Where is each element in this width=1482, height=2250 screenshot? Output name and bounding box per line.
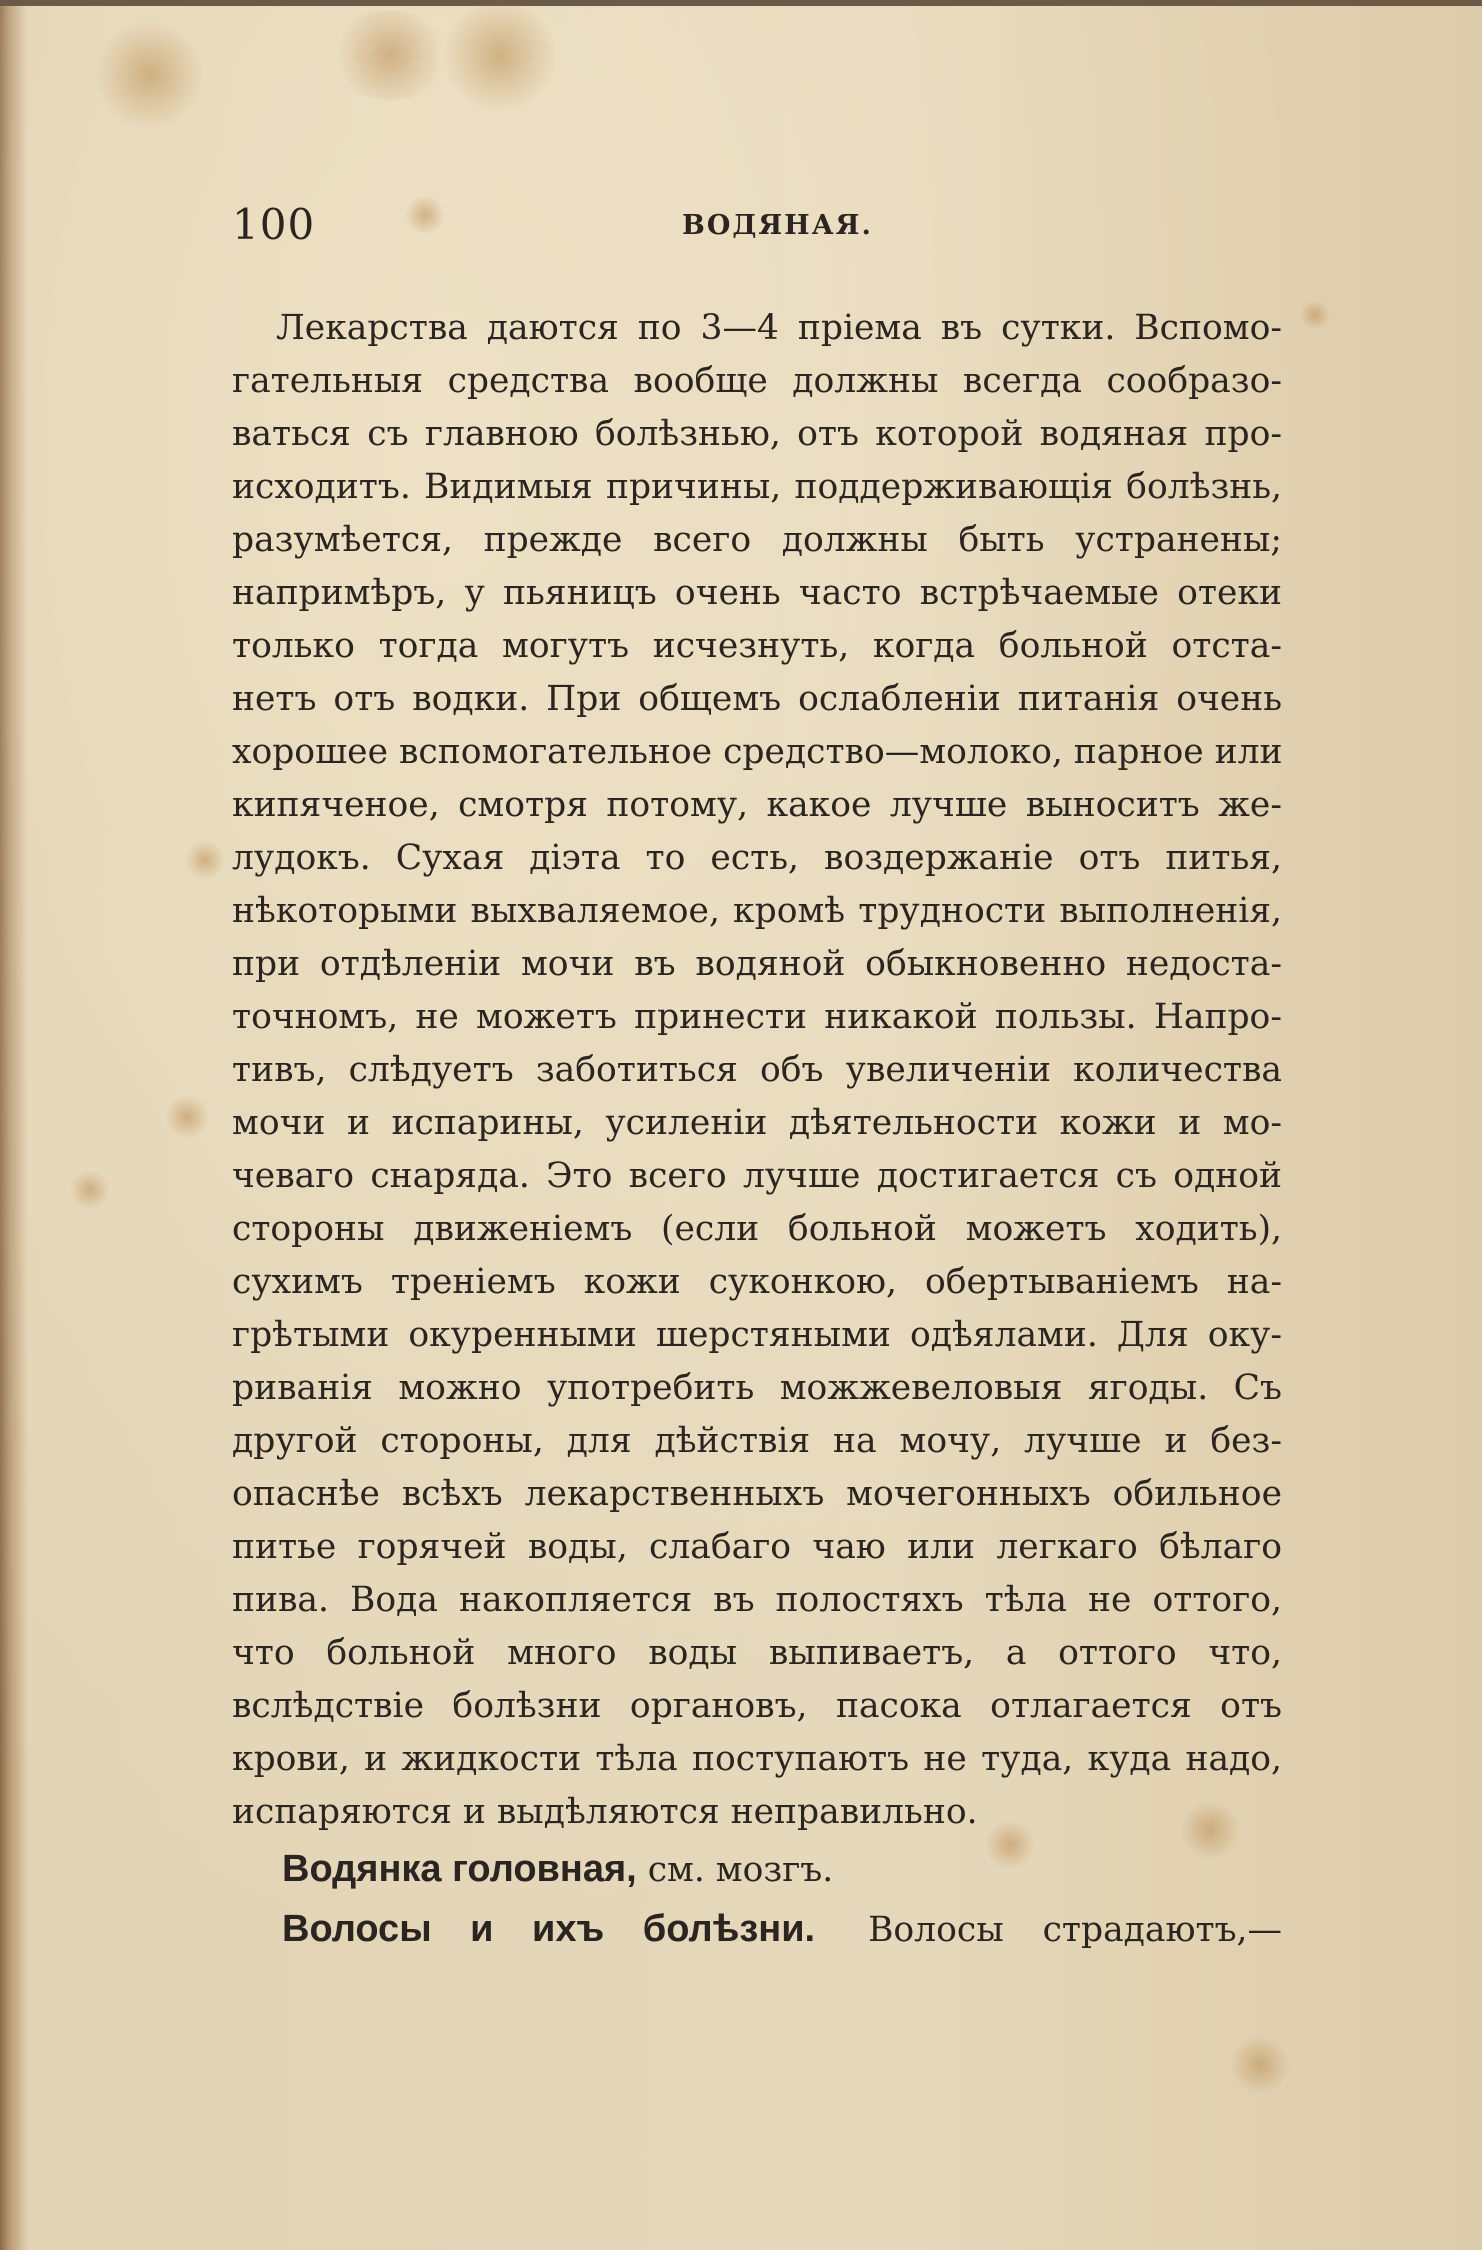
text-line: чеваго снаряда. Это всего лучше достигается съ одной	[232, 1156, 1282, 1196]
text-line: нетъ отъ водки. При общемъ ослабленіи питанія очень	[232, 679, 1282, 719]
foxing-stain	[70, 1170, 110, 1210]
text-line: точномъ, не можетъ принести никакой пользы. Напро-	[232, 997, 1282, 1037]
foxing-stain	[1230, 2035, 1290, 2095]
text-line: стороны движеніемъ (если больной можетъ ходить),	[232, 1209, 1282, 1249]
text-line: другой стороны, для дѣйствія на мочу, лучше и без-	[232, 1421, 1282, 1461]
text-line: нѣкоторыми выхваляемое, кромѣ трудности выполненія,	[232, 891, 1282, 931]
section-title: ВОДЯНАЯ.	[682, 210, 873, 241]
text-line: Лекарства даются по 3—4 пріема въ сутки. Вспомо-	[276, 308, 1282, 348]
text-line: опаснѣе всѣхъ лекарственныхъ мочегонныхъ обильное	[232, 1474, 1282, 1514]
page-number: 100	[232, 200, 316, 249]
text-line: кипяченое, смотря потому, какое лучше выноситъ же-	[232, 785, 1282, 825]
text-line: только тогда могутъ исчезнуть, когда больной отста-	[232, 626, 1282, 666]
dictionary-entry	[232, 1899, 1282, 1959]
entry-text: см. мозгъ.	[647, 1850, 834, 1890]
text-line: при отдѣленіи мочи въ водяной обыкновенно недоста-	[232, 944, 1282, 984]
foxing-stain	[1300, 300, 1330, 330]
text-line: вслѣдствіе болѣзни органовъ, пасока отлагается отъ	[232, 1686, 1282, 1726]
entry-text: Волосы страдаютъ,—	[868, 1910, 1282, 1950]
text-line: хорошее вспомогательное средство—молоко, парное или	[232, 732, 1283, 772]
text-line: разумѣется, прежде всего должны быть устранены;	[232, 520, 1282, 560]
text-line: сухимъ треніемъ кожи суконкою, обертываніемъ на-	[232, 1262, 1282, 1302]
body-text	[232, 302, 1282, 1959]
text-line: что больной много воды выпиваетъ, а оттого что,	[232, 1633, 1282, 1673]
text-line: лудокъ. Сухая діэта то есть, воздержаніе отъ питья,	[232, 838, 1282, 878]
text-line: мочи и испарины, усиленіи дѣятельности кожи и мо-	[232, 1103, 1282, 1143]
foxing-stain	[330, 10, 450, 100]
foxing-stain	[165, 1095, 209, 1139]
entry-headword: Волосы и ихъ болѣзни.	[282, 1908, 816, 1950]
text-line: пива. Вода накопляется въ полостяхъ тѣла не оттого,	[232, 1580, 1282, 1620]
dictionary-entry	[232, 1839, 1282, 1899]
text-line: питье горячей воды, слабаго чаю или легкаго бѣлаго	[232, 1527, 1282, 1567]
text-line: испаряются и выдѣляются неправильно.	[232, 1792, 978, 1832]
running-head	[232, 200, 1282, 260]
text-line: напримѣръ, у пьяницъ очень часто встрѣчаемые отеки	[232, 573, 1282, 613]
foxing-stain	[95, 20, 205, 130]
text-line: крови, и жидкости тѣла поступаютъ не туда, куда надо,	[232, 1739, 1282, 1779]
text-line: ваться съ главною болѣзнью, отъ которой водяная про-	[232, 414, 1282, 454]
foxing-stain	[440, 0, 560, 110]
text-line: исходитъ. Видимыя причины, поддерживающія болѣзнь,	[232, 467, 1282, 507]
text-line: грѣтыми окуренными шерстяными одѣялами. Для оку-	[232, 1315, 1282, 1355]
foxing-stain	[185, 840, 225, 880]
text-line: риванія можно употребить можжевеловыя ягоды. Съ	[232, 1368, 1282, 1408]
page-top-edge	[0, 0, 1482, 6]
entry-headword: Водянка головная,	[282, 1848, 637, 1890]
text-line: гательныя средства вообще должны всегда сообразо-	[232, 361, 1282, 401]
text-line: тивъ, слѣдуетъ заботиться объ увеличеніи количества	[232, 1050, 1282, 1090]
